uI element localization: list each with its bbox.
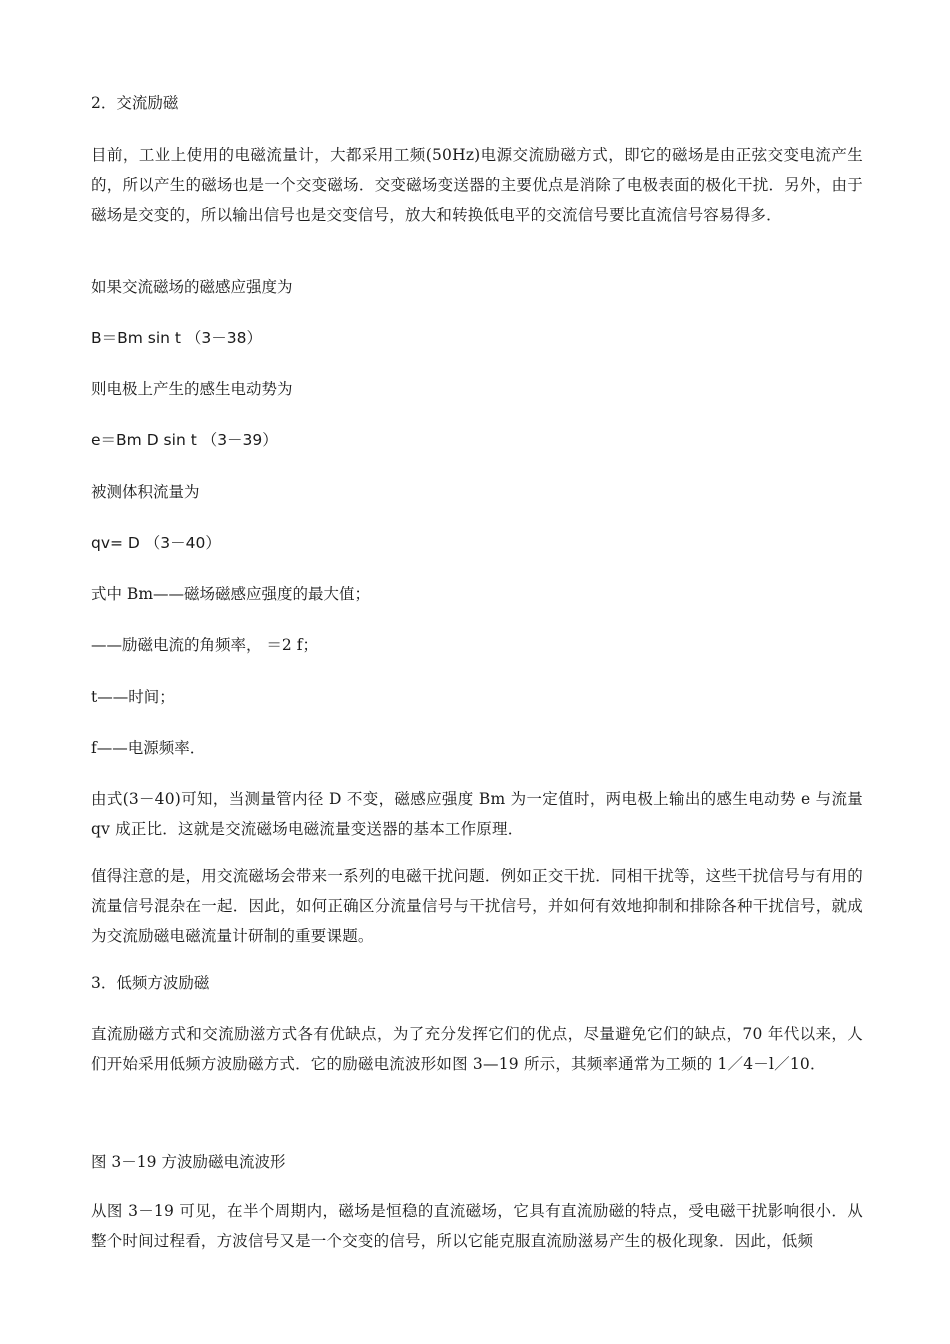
paragraph-interference: 值得注意的是，用交流磁场会带来一系列的电磁干扰问题．例如正交干扰．同相干扰等，这些干扰信号与有用的流量信号混杂在一起．因此，如何正确区分流量信号与干扰信号，并如何有效地抑制和排除各种干扰信号，就成为交流励磁电磁流量计研制的重要课题。 [91,867,863,945]
figure-caption: 图 3－19 方波励磁电流波形 [91,1153,286,1171]
definition-t: t——时间； [91,688,175,706]
paragraph-square-wave-analysis: 从图 3－19 可见，在半个周期内，磁场是恒稳的直流磁场，它具有直流励磁的特点，受电磁干扰影响很小．从整个时间过程看，方波信号又是一个交变的信号，所以它能克服直流励滋易产生的极化现象．因此，低频 [91,1202,863,1250]
equation-3-40: qv= D （3－40） [91,534,221,552]
section-heading-ac-excitation: 2．交流励磁 [91,94,179,112]
paragraph-square-wave-intro: 直流励磁方式和交流励滋方式各有优缺点，为了充分发挥它们的优点，尽量避免它们的缺点，70 年代以来，人们开始采用低频方波励磁方式．它的励磁电流波形如图 3—19 所示，其频率通常为工频的 1／4－l／10． [91,1025,863,1073]
text-b-intro: 如果交流磁场的磁感应强度为 [91,278,293,296]
paragraph-ac-excitation-intro: 目前，工业上使用的电磁流量计，大都采用工频(50Hz)电源交流励磁方式，即它的磁场是由正弦交变电流产生的，所以产生的磁场也是一个交变磁场．交变磁场变送器的主要优点是消除了电极表面的极化干扰．另外，由于磁场是交变的，所以输出信号也是交变信号，放大和转换低电平的交流信号要比直流信号容易得多． [91,146,863,224]
text-e-intro: 则电极上产生的感生电动势为 [91,380,293,398]
section-heading-square-wave: 3．低频方波励磁 [91,974,210,992]
text-qv-intro: 被测体积流量为 [91,483,200,501]
definition-f: f——电源频率． [91,739,206,757]
definition-bm: 式中 Bm——磁场磁感应强度的最大值； [91,585,371,603]
paragraph-working-principle: 由式(3－40)可知，当测量管内径 D 不变，磁感应强度 Bm 为一定值时，两电极上输出的感生电动势 e 与流量 qv 成正比．这就是交流磁场电磁流量变送器的基本工作原理． [91,790,863,838]
definition-omega: ——励磁电流的角频率， ＝2 f； [91,636,318,654]
equation-3-39: e＝Bm D sin t （3－39） [91,431,278,449]
equation-3-38: B＝Bm sin t （3－38） [91,329,263,347]
